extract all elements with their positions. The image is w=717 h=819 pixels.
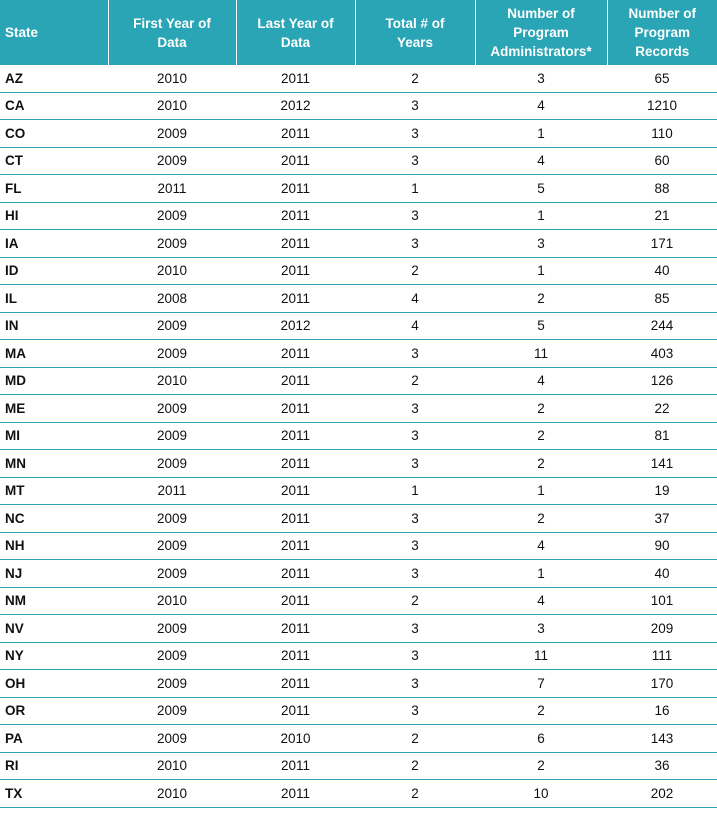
cell-first-year: 2009 — [108, 670, 236, 698]
cell-first-year: 2010 — [108, 92, 236, 120]
cell-total-years: 2 — [355, 725, 475, 753]
cell-total-years: 4 — [355, 285, 475, 313]
cell-last-year: 2011 — [236, 230, 355, 258]
cell-last-year: 2011 — [236, 340, 355, 368]
cell-last-year: 2011 — [236, 450, 355, 478]
cell-last-year: 2012 — [236, 312, 355, 340]
cell-state: NM — [0, 587, 108, 615]
cell-state: OH — [0, 670, 108, 698]
cell-state: NC — [0, 505, 108, 533]
cell-administrators: 3 — [475, 615, 607, 643]
cell-last-year: 2011 — [236, 615, 355, 643]
cell-first-year: 2009 — [108, 450, 236, 478]
cell-state: IN — [0, 312, 108, 340]
cell-last-year: 2011 — [236, 285, 355, 313]
cell-administrators: 2 — [475, 422, 607, 450]
cell-total-years: 3 — [355, 697, 475, 725]
cell-records: 65 — [607, 65, 717, 92]
cell-administrators: 2 — [475, 395, 607, 423]
cell-last-year: 2012 — [236, 92, 355, 120]
cell-records: 101 — [607, 587, 717, 615]
cell-last-year: 2011 — [236, 670, 355, 698]
cell-total-years: 3 — [355, 147, 475, 175]
cell-administrators: 4 — [475, 367, 607, 395]
cell-first-year: 2008 — [108, 285, 236, 313]
cell-administrators: 10 — [475, 780, 607, 808]
cell-records: 88 — [607, 175, 717, 203]
table-row — [0, 257, 717, 285]
cell-state: PA — [0, 725, 108, 753]
cell-administrators: 11 — [475, 340, 607, 368]
cell-total-years: 1 — [355, 477, 475, 505]
table-row — [0, 615, 717, 643]
cell-last-year: 2011 — [236, 120, 355, 148]
cell-total-years: 3 — [355, 92, 475, 120]
table-row — [0, 175, 717, 203]
cell-records: 1210 — [607, 92, 717, 120]
table-row — [0, 147, 717, 175]
cell-administrators: 4 — [475, 92, 607, 120]
cell-total-years: 3 — [355, 450, 475, 478]
cell-records: 403 — [607, 340, 717, 368]
cell-records: 244 — [607, 312, 717, 340]
cell-last-year: 2011 — [236, 752, 355, 780]
cell-records: 202 — [607, 780, 717, 808]
cell-first-year: 2010 — [108, 780, 236, 808]
header-program-records: Number of Program Records — [607, 0, 717, 65]
cell-administrators: 5 — [475, 175, 607, 203]
cell-administrators: 2 — [475, 752, 607, 780]
cell-first-year: 2010 — [108, 587, 236, 615]
cell-total-years: 3 — [355, 230, 475, 258]
cell-state: CO — [0, 120, 108, 148]
cell-first-year: 2010 — [108, 65, 236, 92]
cell-state: MN — [0, 450, 108, 478]
cell-administrators: 1 — [475, 202, 607, 230]
cell-last-year: 2011 — [236, 422, 355, 450]
cell-last-year: 2011 — [236, 560, 355, 588]
cell-last-year: 2010 — [236, 725, 355, 753]
cell-state: ID — [0, 257, 108, 285]
cell-records: 85 — [607, 285, 717, 313]
cell-state: FL — [0, 175, 108, 203]
table-row — [0, 230, 717, 258]
cell-records: 90 — [607, 532, 717, 560]
cell-records: 171 — [607, 230, 717, 258]
cell-state: MD — [0, 367, 108, 395]
cell-administrators: 1 — [475, 120, 607, 148]
cell-state: NY — [0, 642, 108, 670]
cell-total-years: 3 — [355, 615, 475, 643]
cell-first-year: 2011 — [108, 175, 236, 203]
cell-administrators: 1 — [475, 257, 607, 285]
table-row — [0, 642, 717, 670]
cell-total-years: 2 — [355, 367, 475, 395]
cell-last-year: 2011 — [236, 257, 355, 285]
table-row — [0, 202, 717, 230]
cell-first-year: 2009 — [108, 422, 236, 450]
header-total-years: Total # of Years — [355, 0, 475, 65]
cell-total-years: 2 — [355, 257, 475, 285]
cell-total-years: 3 — [355, 642, 475, 670]
cell-last-year: 2011 — [236, 202, 355, 230]
cell-first-year: 2009 — [108, 312, 236, 340]
cell-administrators: 3 — [475, 230, 607, 258]
cell-first-year: 2009 — [108, 725, 236, 753]
cell-records: 21 — [607, 202, 717, 230]
table-row — [0, 780, 717, 808]
cell-records: 19 — [607, 477, 717, 505]
cell-total-years: 3 — [355, 340, 475, 368]
cell-total-years: 3 — [355, 120, 475, 148]
cell-first-year: 2010 — [108, 257, 236, 285]
cell-state: AZ — [0, 65, 108, 92]
cell-state: TX — [0, 780, 108, 808]
cell-records: 40 — [607, 560, 717, 588]
table-row — [0, 725, 717, 753]
cell-first-year: 2009 — [108, 230, 236, 258]
cell-last-year: 2011 — [236, 780, 355, 808]
table-row — [0, 367, 717, 395]
cell-total-years: 3 — [355, 532, 475, 560]
table-body — [0, 65, 717, 807]
cell-last-year: 2011 — [236, 587, 355, 615]
cell-first-year: 2009 — [108, 505, 236, 533]
cell-first-year: 2009 — [108, 697, 236, 725]
table-row — [0, 532, 717, 560]
cell-records: 36 — [607, 752, 717, 780]
cell-records: 141 — [607, 450, 717, 478]
cell-first-year: 2009 — [108, 147, 236, 175]
cell-state: IL — [0, 285, 108, 313]
cell-administrators: 7 — [475, 670, 607, 698]
cell-administrators: 5 — [475, 312, 607, 340]
cell-total-years: 4 — [355, 312, 475, 340]
cell-last-year: 2011 — [236, 477, 355, 505]
cell-total-years: 3 — [355, 560, 475, 588]
table-row — [0, 312, 717, 340]
cell-administrators: 3 — [475, 65, 607, 92]
cell-first-year: 2009 — [108, 120, 236, 148]
cell-last-year: 2011 — [236, 65, 355, 92]
cell-first-year: 2011 — [108, 477, 236, 505]
cell-state: RI — [0, 752, 108, 780]
table-row — [0, 670, 717, 698]
cell-total-years: 3 — [355, 395, 475, 423]
header-row — [0, 0, 717, 65]
table-row — [0, 477, 717, 505]
table-row — [0, 505, 717, 533]
table-header — [0, 0, 717, 65]
table-row — [0, 92, 717, 120]
cell-records: 143 — [607, 725, 717, 753]
table-row — [0, 422, 717, 450]
header-first-year: First Year of Data — [108, 0, 236, 65]
cell-state: NH — [0, 532, 108, 560]
header-state: State — [0, 0, 108, 65]
cell-administrators: 4 — [475, 587, 607, 615]
cell-records: 60 — [607, 147, 717, 175]
table-row — [0, 120, 717, 148]
cell-administrators: 6 — [475, 725, 607, 753]
cell-total-years: 2 — [355, 780, 475, 808]
cell-first-year: 2010 — [108, 367, 236, 395]
table-row — [0, 285, 717, 313]
cell-state: CT — [0, 147, 108, 175]
cell-records: 40 — [607, 257, 717, 285]
cell-records: 37 — [607, 505, 717, 533]
cell-records: 16 — [607, 697, 717, 725]
cell-last-year: 2011 — [236, 532, 355, 560]
cell-first-year: 2009 — [108, 202, 236, 230]
cell-administrators: 2 — [475, 285, 607, 313]
cell-state: HI — [0, 202, 108, 230]
cell-first-year: 2009 — [108, 642, 236, 670]
cell-first-year: 2009 — [108, 532, 236, 560]
cell-records: 22 — [607, 395, 717, 423]
cell-records: 209 — [607, 615, 717, 643]
cell-state: IA — [0, 230, 108, 258]
header-program-administrators: Number of Program Administrators* — [475, 0, 607, 65]
cell-state: MI — [0, 422, 108, 450]
cell-administrators: 4 — [475, 532, 607, 560]
table-row — [0, 587, 717, 615]
cell-first-year: 2009 — [108, 395, 236, 423]
cell-administrators: 1 — [475, 560, 607, 588]
header-last-year: Last Year of Data — [236, 0, 355, 65]
cell-total-years: 3 — [355, 422, 475, 450]
cell-last-year: 2011 — [236, 367, 355, 395]
cell-total-years: 2 — [355, 587, 475, 615]
cell-state: MA — [0, 340, 108, 368]
cell-total-years: 3 — [355, 670, 475, 698]
cell-administrators: 11 — [475, 642, 607, 670]
cell-administrators: 2 — [475, 505, 607, 533]
cell-administrators: 2 — [475, 450, 607, 478]
cell-first-year: 2010 — [108, 752, 236, 780]
cell-total-years: 2 — [355, 752, 475, 780]
table-row — [0, 65, 717, 92]
cell-last-year: 2011 — [236, 395, 355, 423]
table-row — [0, 395, 717, 423]
table-row — [0, 450, 717, 478]
cell-last-year: 2011 — [236, 505, 355, 533]
cell-administrators: 2 — [475, 697, 607, 725]
cell-records: 126 — [607, 367, 717, 395]
cell-total-years: 3 — [355, 505, 475, 533]
cell-state: NJ — [0, 560, 108, 588]
table-row — [0, 560, 717, 588]
cell-total-years: 2 — [355, 65, 475, 92]
table-row — [0, 697, 717, 725]
cell-first-year: 2009 — [108, 615, 236, 643]
cell-records: 111 — [607, 642, 717, 670]
table-row — [0, 340, 717, 368]
cell-total-years: 1 — [355, 175, 475, 203]
cell-state: MT — [0, 477, 108, 505]
cell-first-year: 2009 — [108, 340, 236, 368]
cell-last-year: 2011 — [236, 147, 355, 175]
cell-administrators: 4 — [475, 147, 607, 175]
cell-state: NV — [0, 615, 108, 643]
cell-last-year: 2011 — [236, 697, 355, 725]
cell-total-years: 3 — [355, 202, 475, 230]
cell-records: 170 — [607, 670, 717, 698]
cell-records: 110 — [607, 120, 717, 148]
cell-state: OR — [0, 697, 108, 725]
cell-records: 81 — [607, 422, 717, 450]
cell-state: CA — [0, 92, 108, 120]
cell-state: ME — [0, 395, 108, 423]
cell-administrators: 1 — [475, 477, 607, 505]
cell-first-year: 2009 — [108, 560, 236, 588]
cell-last-year: 2011 — [236, 175, 355, 203]
table-row — [0, 752, 717, 780]
cell-last-year: 2011 — [236, 642, 355, 670]
